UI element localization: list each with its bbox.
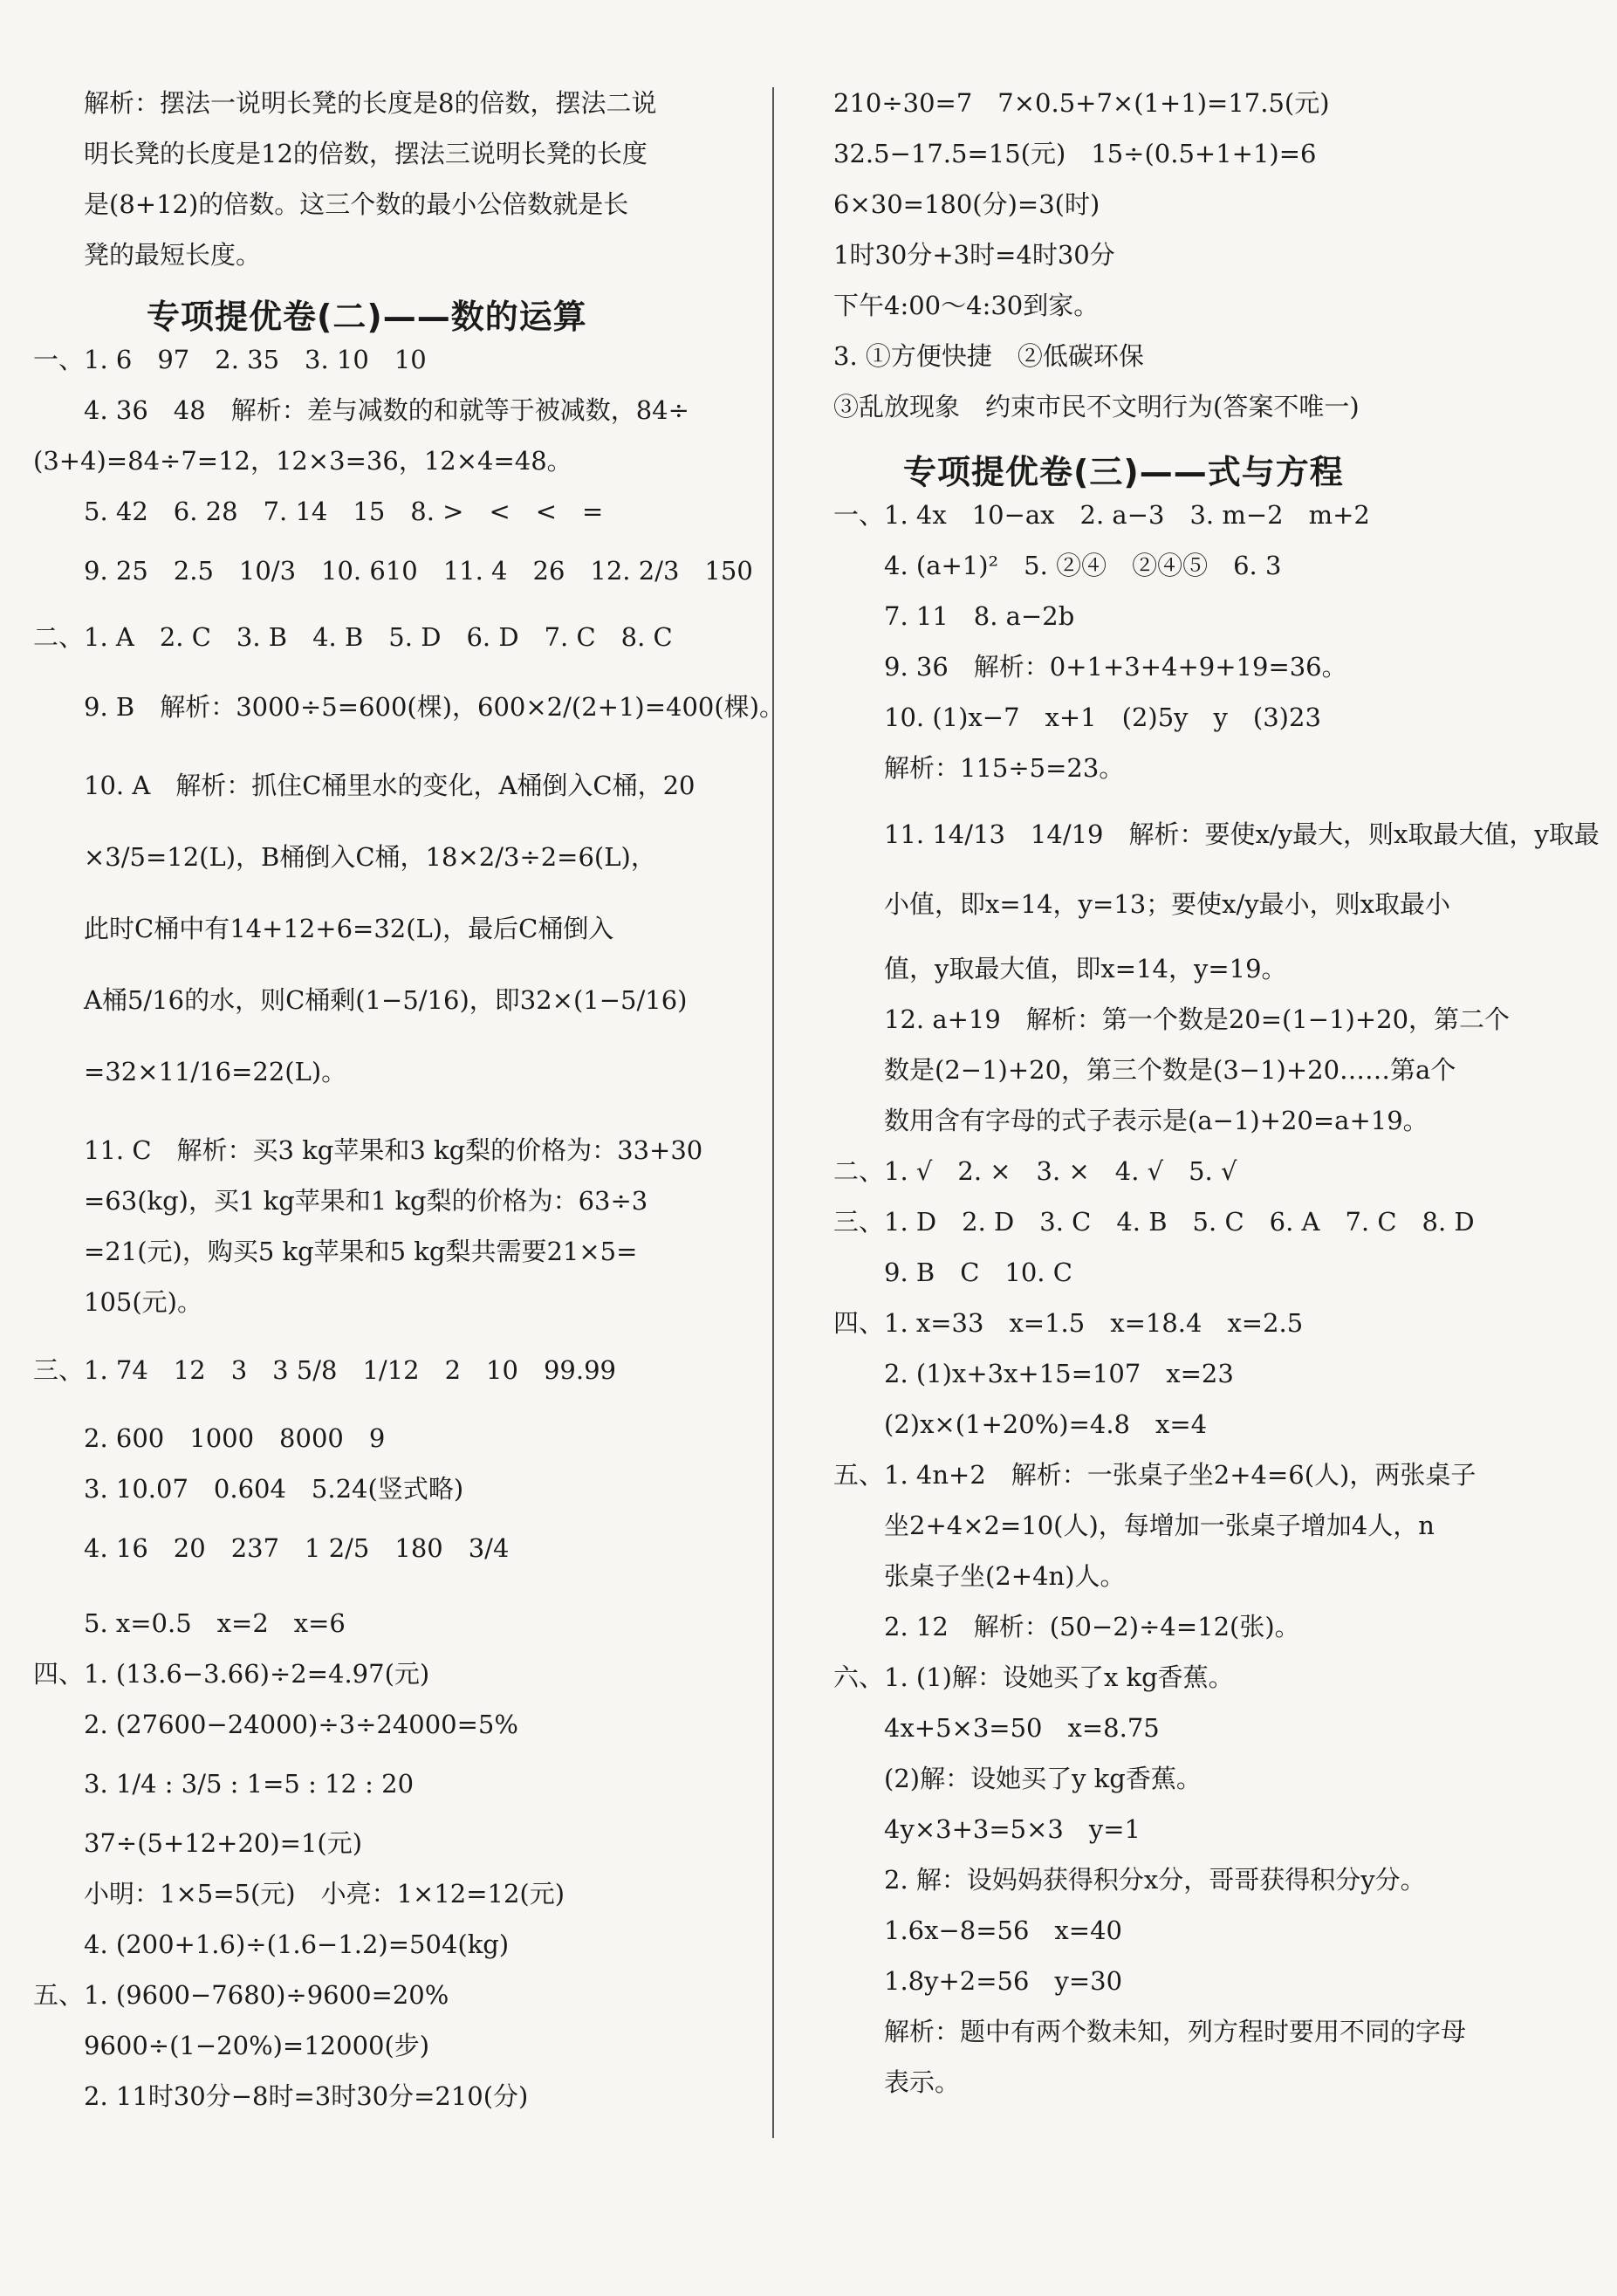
text-line: 表示。 <box>833 2067 961 2097</box>
text-line: 下午4:00～4:30到家。 <box>833 291 1100 320</box>
text-line: 小明：1×5=5(元) 小亮：1×12=12(元) <box>33 1879 565 1909</box>
text-line: 解析：摆法一说明长凳的长度是8的倍数，摆法二说 <box>33 88 657 118</box>
text-line: (3+4)=84÷7=12，12×3=36，12×4=48。 <box>33 446 572 476</box>
text-line: 2. 解：设妈妈获得积分x分，哥哥获得积分y分。 <box>833 1865 1426 1895</box>
text-line: 9600÷(1−20%)=12000(步) <box>33 2031 430 2060</box>
text-line: 2. (1)x+3x+15=107 x=23 <box>833 1359 1234 1388</box>
text-line: 四、1. (13.6−3.66)÷2=4.97(元) <box>33 1659 430 1689</box>
text-line: 1.6x−8=56 x=40 <box>833 1916 1122 1945</box>
text-line: 12. a+19 解析：第一个数是20=(1−1)+20，第二个 <box>833 1004 1511 1034</box>
text-line: 二、1. A 2. C 3. B 4. B 5. D 6. D 7. C 8. C <box>33 622 673 652</box>
text-line: 10. A 解析：抓住C桶里水的变化，A桶倒入C桶，20 <box>33 771 695 800</box>
text-line: 三、1. D 2. D 3. C 4. B 5. C 6. A 7. C 8. D <box>833 1207 1475 1237</box>
text-line: 是(8+12)的倍数。这三个数的最小公倍数就是长 <box>33 189 629 219</box>
text-line: 解析：115÷5=23。 <box>833 753 1125 783</box>
text-line: 三、1. 74 12 3 3 5/8 1/12 2 10 99.99 <box>33 1355 616 1385</box>
text-line: ×3/5=12(L)，B桶倒入C桶，18×2/3÷2=6(L)， <box>33 842 656 872</box>
text-line: =32×11/16=22(L)。 <box>33 1057 347 1086</box>
text-line: ③乱放现象 约束市民不文明行为(答案不唯一) <box>833 392 1360 422</box>
text-line: 2. (27600−24000)÷3÷24000=5% <box>33 1710 518 1739</box>
text-line: 3. 10.07 0.604 5.24(竖式略) <box>33 1474 464 1504</box>
text-line: 11. 14/13 14/19 解析：要使x/y最大，则x取最大值，y取最 <box>833 819 1600 849</box>
text-line: 2. 12 解析：(50−2)÷4=12(张)。 <box>833 1612 1300 1641</box>
text-line: 210÷30=7 7×0.5+7×(1+1)=17.5(元) <box>833 88 1330 118</box>
text-line: 6×30=180(分)=3(时) <box>833 189 1100 219</box>
text-line: 数是(2−1)+20，第三个数是(3−1)+20……第a个 <box>833 1055 1456 1085</box>
text-line: 坐2+4×2=10(人)，每增加一张桌子增加4人，n <box>833 1511 1435 1540</box>
text-line: 2. 600 1000 8000 9 <box>33 1423 386 1453</box>
text-line: 2. 11时30分−8时=3时30分=210(分) <box>33 2081 529 2111</box>
text-line: =63(kg)，买1 kg苹果和1 kg梨的价格为：63÷3 <box>33 1186 648 1216</box>
text-line: =21(元)，购买5 kg苹果和5 kg梨共需要21×5= <box>33 1237 638 1266</box>
text-line: 4. 36 48 解析：差与减数的和就等于被减数，84÷ <box>33 395 689 425</box>
text-line: 10. (1)x−7 x+1 (2)5y y (3)23 <box>833 703 1321 732</box>
column-divider <box>772 87 774 2138</box>
text-line: 105(元)。 <box>33 1287 202 1317</box>
text-line: 3. ①方便快捷 ②低碳环保 <box>833 341 1144 371</box>
text-line: 数用含有字母的式子表示是(a−1)+20=a+19。 <box>833 1106 1429 1135</box>
text-line: 3. 1/4 : 3/5 : 1=5 : 12 : 20 <box>33 1769 415 1799</box>
text-line: 4. 16 20 237 1 2/5 180 3/4 <box>33 1533 510 1563</box>
text-line: A桶5/16的水，则C桶剩(1−5/16)，即32×(1−5/16) <box>33 985 688 1015</box>
text-line: 六、1. (1)解：设她买了x kg香蕉。 <box>833 1662 1234 1692</box>
text-line: 张桌子坐(2+4n)人。 <box>833 1561 1126 1591</box>
text-line: 5. x=0.5 x=2 x=6 <box>33 1608 346 1638</box>
text-line: 4. (a+1)² 5. ②④ ②④⑤ 6. 3 <box>833 551 1282 580</box>
text-line: 1.8y+2=56 y=30 <box>833 1966 1123 1996</box>
text-line: 此时C桶中有14+12+6=32(L)，最后C桶倒入 <box>33 914 614 943</box>
text-line: 解析：题中有两个数未知，列方程时要用不同的字母 <box>833 2017 1467 2046</box>
text-line: 一、1. 6 97 2. 35 3. 10 10 <box>33 345 427 374</box>
text-line: 4y×3+3=5×3 y=1 <box>833 1814 1141 1844</box>
text-line: 凳的最短长度。 <box>33 240 262 270</box>
text-line: 4x+5×3=50 x=8.75 <box>833 1713 1160 1743</box>
text-line: 9. 36 解析：0+1+3+4+9+19=36。 <box>833 652 1347 682</box>
text-line: 32.5−17.5=15(元) 15÷(0.5+1+1)=6 <box>833 139 1317 168</box>
text-line: 值，y取最大值，即x=14，y=19。 <box>833 954 1287 984</box>
text-line: 9. B C 10. C <box>833 1258 1072 1287</box>
section-title: 专项提优卷(三)——式与方程 <box>903 453 1344 491</box>
text-line: 五、1. 4n+2 解析：一张桌子坐2+4=6(人)，两张桌子 <box>833 1460 1477 1490</box>
text-line: 一、1. 4x 10−ax 2. a−3 3. m−2 m+2 <box>833 500 1370 530</box>
text-line: 二、1. √ 2. × 3. × 4. √ 5. √ <box>833 1156 1237 1186</box>
text-line: 37÷(5+12+20)=1(元) <box>33 1828 363 1858</box>
text-line: (2)解：设她买了y kg香蕉。 <box>833 1764 1202 1793</box>
text-line: 4. (200+1.6)÷(1.6−1.2)=504(kg) <box>33 1929 510 1959</box>
text-line: 四、1. x=33 x=1.5 x=18.4 x=2.5 <box>833 1308 1304 1338</box>
text-line: 明长凳的长度是12的倍数，摆法三说明长凳的长度 <box>33 139 647 168</box>
text-line: 1时30分+3时=4时30分 <box>833 240 1115 270</box>
text-line: 11. C 解析：买3 kg苹果和3 kg梨的价格为：33+30 <box>33 1135 703 1165</box>
text-line: 小值，即x=14，y=13；要使x/y最小，则x取最小 <box>833 889 1451 919</box>
text-line: (2)x×(1+20%)=4.8 x=4 <box>833 1409 1208 1439</box>
text-line: 7. 11 8. a−2b <box>833 601 1075 631</box>
text-line: 9. 25 2.5 10/3 10. 610 11. 4 26 12. 2/3 150 <box>33 556 753 586</box>
text-line: 5. 42 6. 28 7. 14 15 8. > < < = <box>33 497 604 526</box>
text-line: 9. B 解析：3000÷5=600(棵)，600×2/(2+1)=400(棵)。 <box>33 692 785 722</box>
section-title: 专项提优卷(二)——数的运算 <box>147 298 587 336</box>
text-line: 五、1. (9600−7680)÷9600=20% <box>33 1980 449 2010</box>
